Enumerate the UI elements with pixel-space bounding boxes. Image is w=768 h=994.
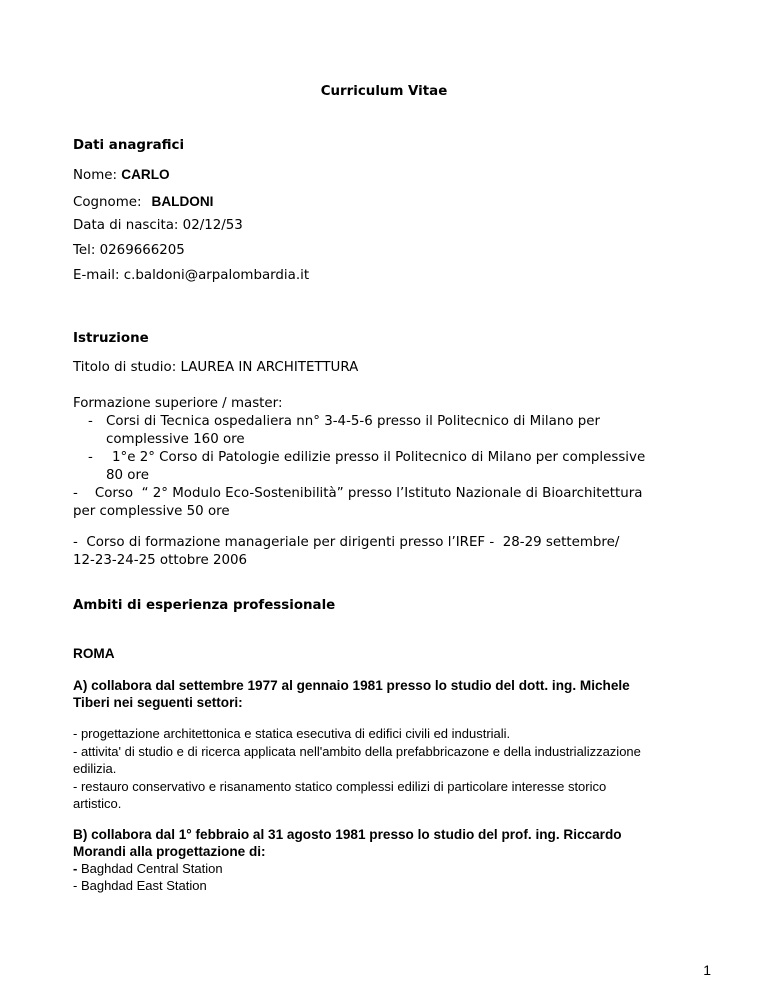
experience-a-item-1: - progettazione architettonica e statica esecutiva di edifici civili ed industriali. [73, 726, 511, 741]
formazione-item-1-line1: Corsi di Tecnica ospedaliera nn° 3-4-5-6 presso il Politecnico di Milano per [106, 414, 601, 429]
cognome-label: Cognome: [73, 195, 142, 210]
cognome-line [73, 194, 213, 210]
experience-a-title-line2: Tiberi nei seguenti settori: [73, 695, 243, 710]
formazione-item-1-line2: complessive 160 ore [106, 432, 245, 447]
experience-a-item-2-line2: edilizia. [73, 761, 117, 776]
email: E-mail: c.baldoni@arpalombardia.it [73, 268, 310, 283]
experience-a-item-3-line1: - restauro conservativo e risanamento statico complessi edilizi di particolare interesse storico [73, 779, 607, 794]
formazione-item-2-line2: 80 ore [106, 468, 149, 483]
experience-b-item-1 [73, 861, 223, 876]
nome-line [73, 167, 170, 183]
list-dash: - [88, 414, 93, 429]
experience-a-item-3-line2: artistico. [73, 796, 122, 811]
titolo-studio: Titolo di studio: LAUREA IN ARCHITETTURA [73, 360, 359, 375]
experience-b-item-2: - Baghdad East Station [73, 878, 207, 893]
section-heading-esperienza: Ambiti di esperienza professionale [73, 598, 336, 613]
cognome-value: BALDONI [151, 194, 214, 209]
experience-a-item-2-line1: - attivita' di studio e di ricerca applicata nell'ambito della prefabbricazone e della industrializzazione [73, 744, 641, 759]
formazione-item-4-line1: - Corso di formazione manageriale per dirigenti presso l’IREF - 28-29 settembre/ [73, 535, 620, 550]
experience-b-item-1-dash: - [73, 861, 81, 876]
page-number: 1 [703, 962, 711, 978]
data-nascita: Data di nascita: 02/12/53 [73, 218, 243, 233]
formazione-item-2-line1: 1°e 2° Corso di Patologie edilizie presso il Politecnico di Milano per complessive [112, 450, 646, 465]
nome-label: Nome: [73, 168, 122, 183]
experience-b-title-line1: B) collabora dal 1° febbraio al 31 agosto 1981 presso lo studio del prof. ing. Riccardo [73, 827, 622, 842]
list-dash: - [88, 450, 93, 465]
experience-b-item-1-text: Baghdad Central Station [80, 861, 223, 876]
formazione-item-4-line2: 12-23-24-25 ottobre 2006 [73, 553, 248, 568]
nome-value: CARLO [121, 167, 170, 182]
section-heading-istruzione: Istruzione [73, 331, 149, 346]
formazione-item-3-line2: per complessive 50 ore [73, 504, 230, 519]
document-title: Curriculum Vitae [320, 84, 448, 99]
experience-b-title-line2: Morandi alla progettazione di: [73, 844, 266, 859]
formazione-label: Formazione superiore / master: [73, 396, 283, 411]
formazione-item-3-line1: - Corso “ 2° Modulo Eco-Sostenibilità” presso l’Istituto Nazionale di Bioarchitettura [73, 486, 643, 501]
section-heading-anagrafici: Dati anagrafici [73, 138, 185, 153]
telefono: Tel: 0269666205 [73, 243, 185, 258]
city-heading: ROMA [73, 646, 115, 661]
experience-a-title-line1: A) collabora dal settembre 1977 al gennaio 1981 presso lo studio del dott. ing. Michele [73, 678, 630, 693]
